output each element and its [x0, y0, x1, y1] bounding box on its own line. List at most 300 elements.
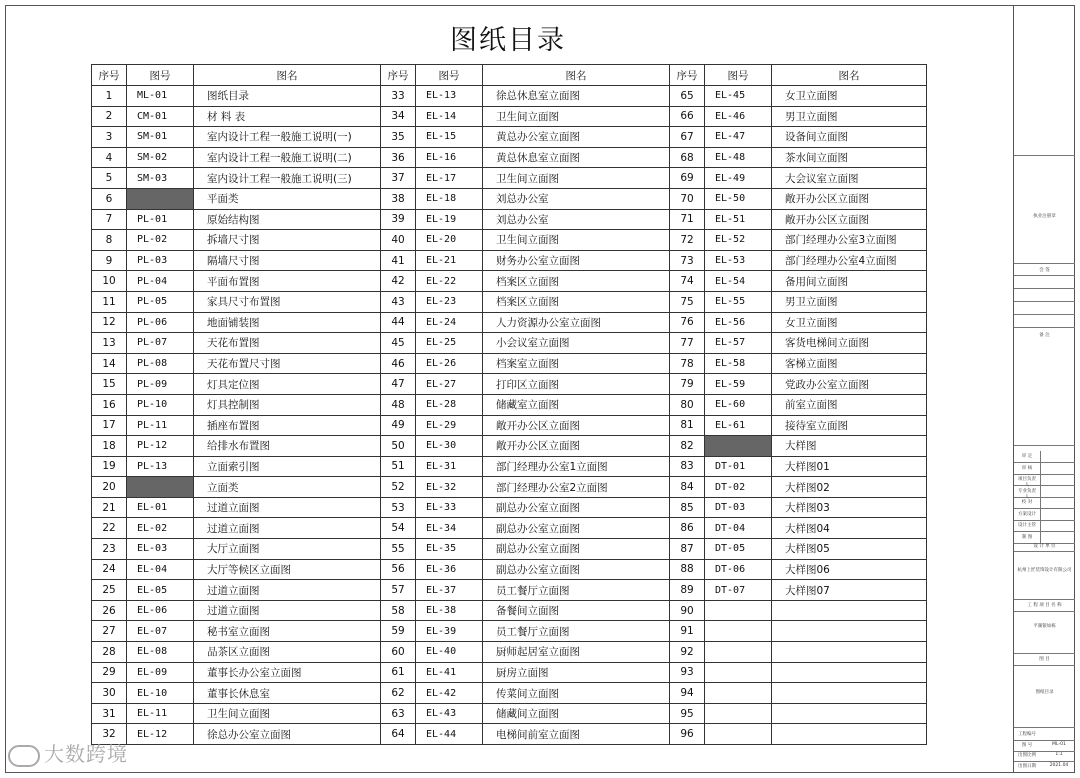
cell-code: EL-31: [416, 456, 483, 477]
cell-code: PL-08: [127, 353, 194, 374]
cell-name: 卫生间立面图: [194, 703, 381, 724]
cell-code: EL-17: [416, 168, 483, 189]
role-label: 专业负责人: [1018, 488, 1036, 500]
table-row: [92, 497, 927, 518]
cell-no: 9: [92, 250, 127, 271]
cell-no: 54: [381, 518, 416, 539]
cell-name: 室内设计工程一般施工说明(三): [194, 168, 381, 189]
table-row: [92, 333, 927, 354]
cell-code: EL-33: [416, 497, 483, 518]
table-row: [92, 291, 927, 312]
table-row: [92, 621, 927, 642]
role-label: 项目负责人: [1018, 477, 1036, 488]
watermark-logo-icon: [8, 745, 40, 767]
cell-name: 家具尺寸布置图: [194, 291, 381, 312]
cell-name: 图纸目录: [194, 86, 381, 107]
table-row: [92, 415, 927, 436]
cell-code: EL-55: [705, 291, 772, 312]
cell-no: 81: [670, 415, 705, 436]
cell-name: 打印区立面图: [483, 374, 670, 395]
table-row: [92, 580, 927, 601]
cell-code: EL-13: [416, 86, 483, 107]
cell-name: 女卫立面图: [772, 86, 927, 107]
cell-no: 58: [381, 600, 416, 621]
cell-no: 41: [381, 250, 416, 271]
cell-code: EL-52: [705, 230, 772, 251]
cell-name: 电梯间前室立面图: [483, 724, 670, 745]
cell-code: DT-01: [705, 456, 772, 477]
cell-no: 5: [92, 168, 127, 189]
cell-code: [705, 621, 772, 642]
table-row: [92, 394, 927, 415]
cell-name: [772, 683, 927, 704]
cell-name: 档案区立面图: [483, 291, 670, 312]
cell-code: EL-44: [416, 724, 483, 745]
cell-name: 地面铺装图: [194, 312, 381, 333]
cell-name: 平面类: [194, 188, 381, 209]
cell-code: PL-12: [127, 436, 194, 457]
cell-no: 51: [381, 456, 416, 477]
cell-code: PL-03: [127, 250, 194, 271]
cell-no: 45: [381, 333, 416, 354]
header-name: 图名: [483, 65, 670, 86]
cell-code: EL-58: [705, 353, 772, 374]
cell-name: 部门经理办公室3立面图: [772, 230, 927, 251]
cell-name: 接待室立面图: [772, 415, 927, 436]
cell-no: 84: [670, 477, 705, 498]
cell-name: 大样图07: [772, 580, 927, 601]
cell-name: 厨师起居室立面图: [483, 642, 670, 663]
cell-name: 敞开办公区立面图: [483, 436, 670, 457]
cell-code: EL-50: [705, 188, 772, 209]
cell-name: 徐总办公室立面图: [194, 724, 381, 745]
cell-code: EL-41: [416, 662, 483, 683]
table-row: [92, 539, 927, 560]
table-row: [92, 642, 927, 663]
cell-name: 卫生间立面图: [483, 230, 670, 251]
cell-name: 灯具定位图: [194, 374, 381, 395]
cell-code: EL-38: [416, 600, 483, 621]
table-row: [92, 127, 927, 148]
cell-no: 72: [670, 230, 705, 251]
cell-no: 7: [92, 209, 127, 230]
cell-no: 56: [381, 559, 416, 580]
cell-no: 50: [381, 436, 416, 457]
table-row: [92, 271, 927, 292]
cell-no: 79: [670, 374, 705, 395]
table-row: [92, 456, 927, 477]
cell-name: 大样图04: [772, 518, 927, 539]
cell-code: EL-40: [416, 642, 483, 663]
cell-name: 档案室立面图: [483, 353, 670, 374]
cell-no: 25: [92, 580, 127, 601]
cell-no: 28: [92, 642, 127, 663]
cell-no: 35: [381, 127, 416, 148]
cell-no: 33: [381, 86, 416, 107]
cell-name: 室内设计工程一般施工说明(一): [194, 127, 381, 148]
cell-name: 备餐间立面图: [483, 600, 670, 621]
cell-code: [705, 662, 772, 683]
cell-no: 3: [92, 127, 127, 148]
cell-name: 员工餐厅立面图: [483, 580, 670, 601]
cell-no: 75: [670, 291, 705, 312]
cell-no: 87: [670, 539, 705, 560]
cell-name: 黄总休息室立面图: [483, 147, 670, 168]
cell-name: 卫生间立面图: [483, 168, 670, 189]
cell-code: EL-05: [127, 580, 194, 601]
role-label: 制 图: [1021, 534, 1033, 540]
cell-name: 人力资源办公室立面图: [483, 312, 670, 333]
cell-code: EL-07: [127, 621, 194, 642]
remarks-label: 备 注: [1039, 333, 1050, 338]
cell-code: EL-26: [416, 353, 483, 374]
cell-name: 部门经理办公室1立面图: [483, 456, 670, 477]
cell-no: 52: [381, 477, 416, 498]
table-row: [92, 209, 927, 230]
cell-name: 敞开办公区立面图: [772, 188, 927, 209]
cell-no: 15: [92, 374, 127, 395]
cell-name: 客货电梯间立面图: [772, 333, 927, 354]
cell-name: 过道立面图: [194, 580, 381, 601]
cell-name: 储藏间立面图: [483, 703, 670, 724]
cell-no: 69: [670, 168, 705, 189]
table-row: [92, 436, 927, 457]
cell-no: 96: [670, 724, 705, 745]
cell-no: 39: [381, 209, 416, 230]
cell-code: EL-14: [416, 106, 483, 127]
table-row: [92, 703, 927, 724]
cell-no: 77: [670, 333, 705, 354]
cell-no: 86: [670, 518, 705, 539]
cell-no: 83: [670, 456, 705, 477]
cell-code: DT-07: [705, 580, 772, 601]
cell-no: 91: [670, 621, 705, 642]
cell-name: 大样图: [772, 436, 927, 457]
cell-name: 女卫立面图: [772, 312, 927, 333]
cell-code: DT-06: [705, 559, 772, 580]
cell-no: 36: [381, 147, 416, 168]
cell-name: 徐总休息室立面图: [483, 86, 670, 107]
table-row: [92, 230, 927, 251]
table-row: [92, 168, 927, 189]
cell-no: 10: [92, 271, 127, 292]
cell-no: 60: [381, 642, 416, 663]
cell-code: EL-49: [705, 168, 772, 189]
cell-no: 17: [92, 415, 127, 436]
cell-no: 61: [381, 662, 416, 683]
cell-code: EL-22: [416, 271, 483, 292]
cell-no: 1: [92, 86, 127, 107]
cell-no: 6: [92, 188, 127, 209]
cell-name: 部门经理办公室4立面图: [772, 250, 927, 271]
cell-code: EL-47: [705, 127, 772, 148]
cell-name: 副总办公室立面图: [483, 518, 670, 539]
cell-no: 38: [381, 188, 416, 209]
cell-name: 敞开办公区立面图: [772, 209, 927, 230]
cell-code: EL-61: [705, 415, 772, 436]
cell-name: 客梯立面图: [772, 353, 927, 374]
cell-no: 8: [92, 230, 127, 251]
cell-name: 过道立面图: [194, 600, 381, 621]
cell-code: [705, 436, 772, 457]
cell-name: 过道立面图: [194, 518, 381, 539]
cell-code: [705, 683, 772, 704]
table-row: [92, 188, 927, 209]
cell-code: EL-32: [416, 477, 483, 498]
cell-code: EL-53: [705, 250, 772, 271]
cell-no: 70: [670, 188, 705, 209]
cell-name: 备用间立面图: [772, 271, 927, 292]
cell-name: 拆墙尺寸图: [194, 230, 381, 251]
cell-name: [772, 600, 927, 621]
cell-code: EL-20: [416, 230, 483, 251]
header-code: 图号: [416, 65, 483, 86]
cell-no: 88: [670, 559, 705, 580]
cell-name: 大样图06: [772, 559, 927, 580]
watermark-text: 大数跨境: [44, 742, 128, 766]
cell-name: 男卫立面图: [772, 291, 927, 312]
role-label: 校 对: [1021, 500, 1033, 505]
cell-code: EL-06: [127, 600, 194, 621]
cell-code: SM-02: [127, 147, 194, 168]
cell-no: 64: [381, 724, 416, 745]
cell-name: 插座布置图: [194, 415, 381, 436]
field-value: ML-01: [1052, 741, 1066, 747]
header-name: 图名: [772, 65, 927, 86]
cell-name: 品茶区立面图: [194, 642, 381, 663]
cell-no: 78: [670, 353, 705, 374]
cell-name: 小会议室立面图: [483, 333, 670, 354]
cell-no: 12: [92, 312, 127, 333]
cell-name: 设备间立面图: [772, 127, 927, 148]
cell-no: 31: [92, 703, 127, 724]
cell-name: 室内设计工程一般施工说明(二): [194, 147, 381, 168]
header-no: 序号: [92, 65, 127, 86]
cell-code: [705, 724, 772, 745]
cell-name: [772, 703, 927, 724]
cell-name: 储藏室立面图: [483, 394, 670, 415]
cell-code: EL-48: [705, 147, 772, 168]
cell-no: 85: [670, 497, 705, 518]
cell-no: 4: [92, 147, 127, 168]
design-unit-label: 设 计 单 位: [1033, 544, 1056, 549]
header-name: 图名: [194, 65, 381, 86]
cell-name: 立面类: [194, 477, 381, 498]
cell-no: 20: [92, 477, 127, 498]
field-label: 出图比例: [1018, 753, 1036, 758]
cell-code: EL-23: [416, 291, 483, 312]
cell-no: 66: [670, 106, 705, 127]
cell-code: EL-25: [416, 333, 483, 354]
cell-name: 传菜间立面图: [483, 683, 670, 704]
cell-name: 档案区立面图: [483, 271, 670, 292]
cell-code: [127, 188, 194, 209]
cell-no: 44: [381, 312, 416, 333]
cell-no: 47: [381, 374, 416, 395]
table-row: [92, 312, 927, 333]
cell-no: 53: [381, 497, 416, 518]
cell-code: EL-01: [127, 497, 194, 518]
cell-name: 卫生间立面图: [483, 106, 670, 127]
cell-no: 19: [92, 456, 127, 477]
table-row: [92, 86, 927, 107]
cell-name: 大厅等候区立面图: [194, 559, 381, 580]
drawing-index-table: [91, 64, 927, 745]
cell-code: EL-18: [416, 188, 483, 209]
cell-no: 21: [92, 497, 127, 518]
cell-name: 立面索引图: [194, 456, 381, 477]
cell-no: 34: [381, 106, 416, 127]
cell-no: 71: [670, 209, 705, 230]
cell-no: 11: [92, 291, 127, 312]
cell-no: 57: [381, 580, 416, 601]
cell-code: EL-02: [127, 518, 194, 539]
cell-name: 灯具控制图: [194, 394, 381, 415]
cell-code: EL-09: [127, 662, 194, 683]
role-label: 方案设计: [1018, 511, 1036, 517]
cell-code: PL-13: [127, 456, 194, 477]
cell-code: [705, 600, 772, 621]
cell-no: 37: [381, 168, 416, 189]
cell-code: [705, 703, 772, 724]
cell-name: 董事长休息室: [194, 683, 381, 704]
cell-code: PL-07: [127, 333, 194, 354]
table-row: [92, 559, 927, 580]
field-label: 工程编号: [1018, 732, 1036, 737]
cell-name: 隔墙尺寸图: [194, 250, 381, 271]
notes-label: 会 签: [1039, 268, 1050, 273]
cell-code: SM-01: [127, 127, 194, 148]
cell-code: EL-29: [416, 415, 483, 436]
title-block: [1013, 5, 1075, 773]
cell-no: 16: [92, 394, 127, 415]
cell-no: 13: [92, 333, 127, 354]
cell-name: [772, 642, 927, 663]
cell-code: EL-04: [127, 559, 194, 580]
cell-no: 2: [92, 106, 127, 127]
sheet-title: 图纸目录: [450, 25, 566, 56]
table-row: [92, 477, 927, 498]
cell-no: 89: [670, 580, 705, 601]
cell-code: PL-04: [127, 271, 194, 292]
table-row: [92, 518, 927, 539]
cell-code: PL-09: [127, 374, 194, 395]
cell-no: 59: [381, 621, 416, 642]
cell-name: 刘总办公室: [483, 209, 670, 230]
cell-code: EL-35: [416, 539, 483, 560]
cell-name: 敞开办公区立面图: [483, 415, 670, 436]
table-row: [92, 374, 927, 395]
cell-name: 天花布置图: [194, 333, 381, 354]
cell-code: EL-19: [416, 209, 483, 230]
cell-name: 材 料 表: [194, 106, 381, 127]
cell-name: 前室立面图: [772, 394, 927, 415]
cell-name: 厨房立面图: [483, 662, 670, 683]
cell-name: 秘书室立面图: [194, 621, 381, 642]
table-row: [92, 147, 927, 168]
cell-no: 40: [381, 230, 416, 251]
cell-code: EL-15: [416, 127, 483, 148]
cell-no: 55: [381, 539, 416, 560]
cell-no: 48: [381, 394, 416, 415]
cell-code: CM-01: [127, 106, 194, 127]
cell-no: 26: [92, 600, 127, 621]
header-row: [92, 65, 927, 86]
table-row: [92, 106, 927, 127]
cell-no: 23: [92, 539, 127, 560]
cell-code: ML-01: [127, 86, 194, 107]
cell-no: 24: [92, 559, 127, 580]
cell-name: [772, 724, 927, 745]
header-no: 序号: [381, 65, 416, 86]
cell-code: EL-51: [705, 209, 772, 230]
drawing-label: 图 目: [1039, 657, 1050, 662]
cell-name: 董事长办公室立面图: [194, 662, 381, 683]
cell-code: EL-59: [705, 374, 772, 395]
table-row: [92, 683, 927, 704]
cell-no: 93: [670, 662, 705, 683]
cell-code: EL-28: [416, 394, 483, 415]
header-code: 图号: [127, 65, 194, 86]
cell-code: EL-37: [416, 580, 483, 601]
cell-code: SM-03: [127, 168, 194, 189]
cell-no: 65: [670, 86, 705, 107]
cell-code: PL-02: [127, 230, 194, 251]
cell-code: PL-06: [127, 312, 194, 333]
seal-label: 执业注册章: [1033, 214, 1056, 219]
cell-name: 副总办公室立面图: [483, 539, 670, 560]
cell-name: 副总办公室立面图: [483, 559, 670, 580]
cell-name: 大会议室立面图: [772, 168, 927, 189]
cell-code: EL-11: [127, 703, 194, 724]
cell-no: 29: [92, 662, 127, 683]
cell-code: DT-02: [705, 477, 772, 498]
table-row: [92, 724, 927, 745]
cell-name: 部门经理办公室2立面图: [483, 477, 670, 498]
cell-no: 49: [381, 415, 416, 436]
cell-code: EL-30: [416, 436, 483, 457]
cell-name: 财务办公室立面图: [483, 250, 670, 271]
cell-name: 员工餐厅立面图: [483, 621, 670, 642]
drawing-name: 图纸目录: [1035, 690, 1054, 695]
project-name: 平湖银如栋: [1033, 624, 1056, 629]
cell-code: EL-42: [416, 683, 483, 704]
field-label: 图 号: [1021, 742, 1033, 748]
cell-name: 大厅立面图: [194, 539, 381, 560]
watermark: [8, 738, 128, 767]
table-row: [92, 600, 927, 621]
cell-code: EL-21: [416, 250, 483, 271]
company-name: 杭州上匠装饰设计有限公司: [1017, 568, 1072, 573]
cell-code: EL-56: [705, 312, 772, 333]
role-label: 设计主管: [1018, 523, 1036, 528]
cell-code: EL-03: [127, 539, 194, 560]
cell-name: [772, 621, 927, 642]
cell-name: 大样图01: [772, 456, 927, 477]
cell-code: EL-54: [705, 271, 772, 292]
cell-code: EL-39: [416, 621, 483, 642]
table-row: [92, 250, 927, 271]
cell-name: 男卫立面图: [772, 106, 927, 127]
cell-no: 73: [670, 250, 705, 271]
cell-code: EL-12: [127, 724, 194, 745]
cell-name: 平面布置图: [194, 271, 381, 292]
cell-code: EL-16: [416, 147, 483, 168]
cell-code: EL-60: [705, 394, 772, 415]
cell-code: EL-24: [416, 312, 483, 333]
cell-code: EL-57: [705, 333, 772, 354]
cell-code: [705, 642, 772, 663]
